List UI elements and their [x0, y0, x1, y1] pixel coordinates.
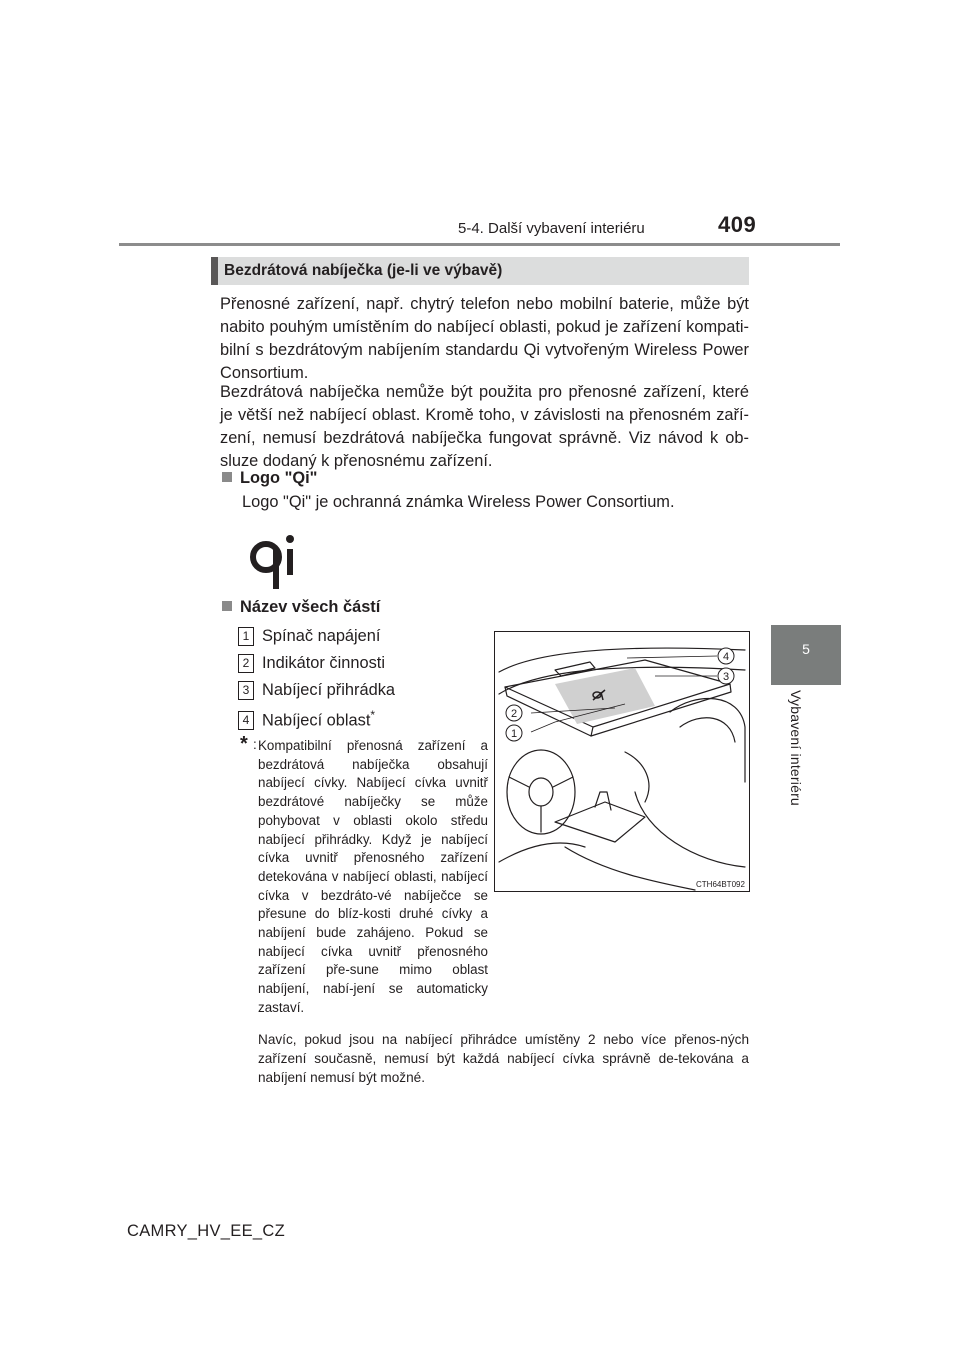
- part-number: 4: [238, 711, 254, 730]
- footnote-colon: :: [253, 737, 257, 752]
- figure-code: CTH64BT092: [696, 880, 745, 889]
- callout-3: 3: [722, 671, 730, 683]
- parts-heading: [222, 598, 380, 617]
- chapter-caption: Vybavení interiéru: [788, 690, 804, 806]
- part-label: Nabíjecí oblast: [262, 711, 371, 730]
- limitation-paragraph: Bezdrátová nabíječka nemůže být použita pro přenosné zařízení, které je větší než nabíjecí oblast. Kromě toho, v závislosti na přenosném zaří-zení, nemusí bezdrátová nabíječka fungovat správně. Viz návod k ob-sluze dodaný k přenosnému zařízení.: [220, 383, 749, 470]
- part-item: [238, 654, 385, 673]
- section-title: Bezdrátová nabíječka (je-li ve výbavě): [224, 262, 503, 279]
- part-label: Indikátor činnosti: [262, 654, 385, 672]
- charger-illustration: [494, 631, 750, 892]
- part-label: Spínač napájení: [262, 627, 381, 645]
- part-item: [238, 627, 380, 646]
- qi-logo-text: Logo "Qi" je ochranná známka Wireless Power Consortium.: [242, 493, 675, 511]
- section-label: 5-4. Další vybavení interiéru: [458, 220, 645, 237]
- chapter-number: 5: [802, 641, 810, 657]
- qi-heading-text: Logo "Qi": [240, 469, 318, 487]
- footnote-text: Kompatibilní přenosná zařízení a bezdrátová nabíječka obsahují nabíjecí cívky. Nabíjecí cívka uvnitř bezdrátové nabíječky se může pohybovat v oblasti okolo středu nabíjecí přihrádky. Když je nabíjecí cívka uvnitř přenosného zařízení detekována v nabíjecí oblasti, nabíjecí cívka v bezdráto-vé nabíječce se přesune do blíz-kosti druhé cívky a nabíjení bude zahájeno. Pokud se nabíjecí cívka uvnitř přenosného zařízení pře-sune mimo oblast nabíjení, nabí-jení se automaticky zastaví.: [258, 738, 488, 1015]
- footer-model-code: CAMRY_HV_EE_CZ: [127, 1222, 285, 1240]
- part-item: [238, 681, 395, 700]
- car-interior-drawing: [495, 632, 749, 891]
- part-number: 3: [238, 681, 254, 700]
- callout-2: 2: [510, 708, 518, 720]
- header-rule: [119, 243, 840, 246]
- parts-heading-text: Název všech částí: [240, 598, 381, 616]
- part-number: 2: [238, 654, 254, 673]
- callout-1: 1: [510, 728, 518, 740]
- page-number: 409: [718, 212, 757, 237]
- bullet-square-icon: [222, 472, 232, 482]
- qi-logo-heading: [222, 469, 317, 488]
- bullet-square-icon: [222, 601, 232, 611]
- intro-paragraph: Přenosné zařízení, např. chytrý telefon nebo mobilní baterie, může být nabito pouhým umístěním do nabíjecí oblasti, pokud je zařízení kompati-bilní s bezdrátovým nabíjením standardu Qi vytvořeným Wireless Power Consortium.: [220, 295, 749, 382]
- part-number: 1: [238, 627, 254, 646]
- part-label: Nabíjecí přihrádka: [262, 681, 396, 699]
- callout-4: 4: [722, 651, 730, 663]
- part-item: [238, 708, 375, 730]
- note-paragraph: Navíc, pokud jsou na nabíjecí přihrádce umístěny 2 nebo více přenos-ných zařízení současně, nemusí být každá nabíjecí cívka správně de-tekována a nabíjení nemusí být možné.: [258, 1032, 749, 1085]
- qi-logo-icon: [250, 533, 296, 591]
- footnote-marker: *: [240, 733, 248, 755]
- footnote-ref: *: [370, 708, 376, 722]
